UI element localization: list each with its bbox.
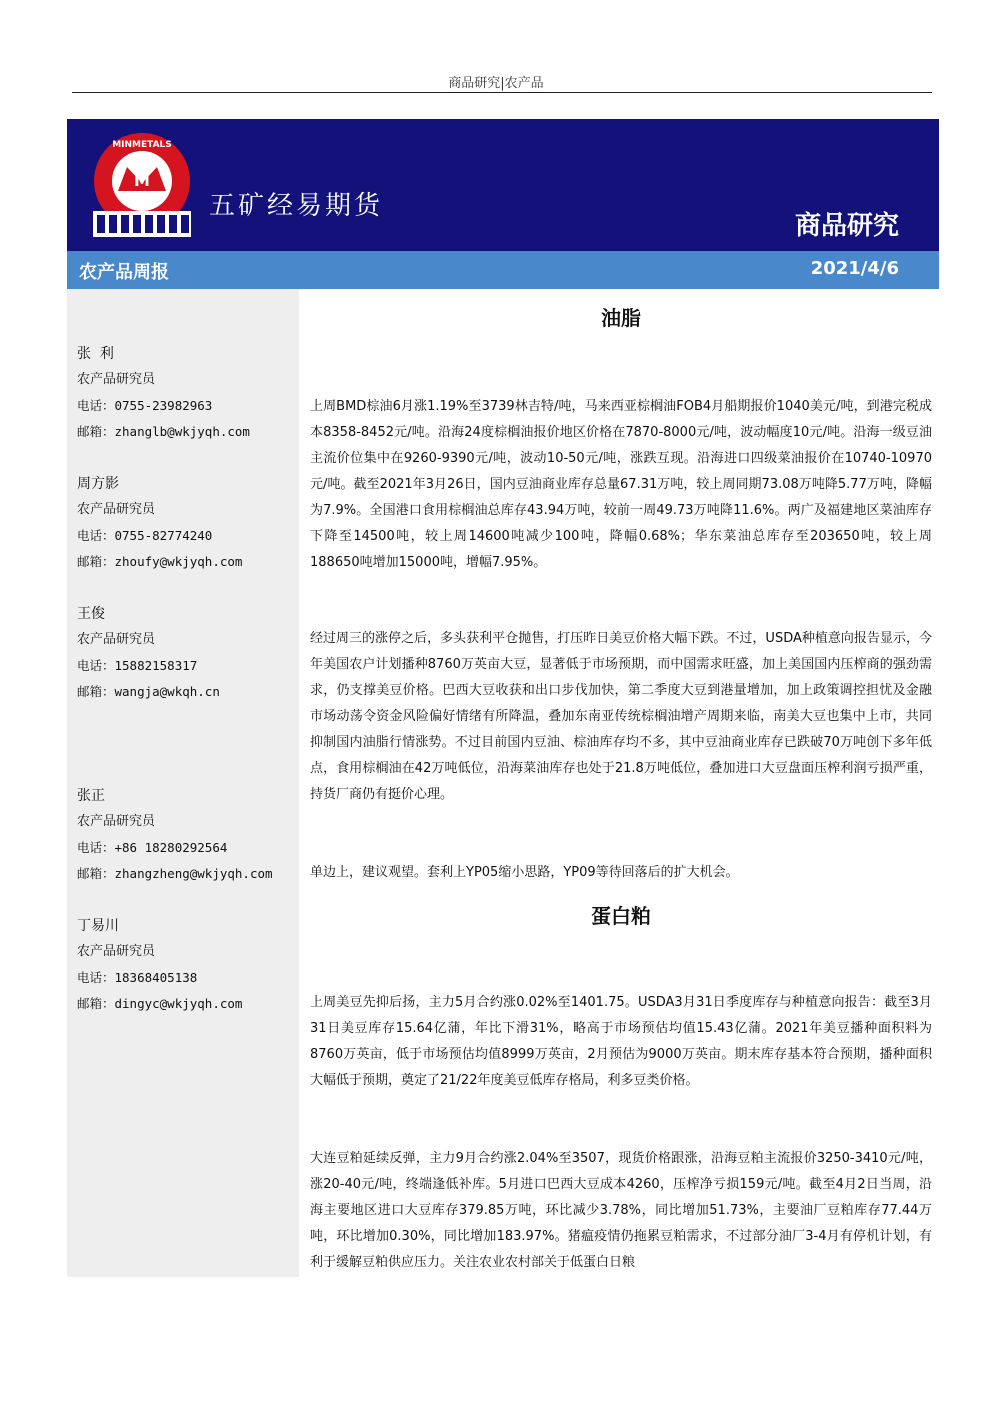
- contact-card: [77, 913, 242, 1017]
- contact-role: 农产品研究员: [77, 502, 156, 517]
- header-rule: [72, 92, 932, 93]
- logo-text: MINMETALS: [112, 140, 172, 150]
- contact-role: 农产品研究员: [77, 632, 156, 647]
- contact-role: 农产品研究员: [77, 372, 156, 387]
- contacts-sidebar: [67, 289, 299, 1277]
- banner: [67, 119, 939, 251]
- contact-phone: 电话：+86 18280292564: [77, 840, 228, 855]
- section-title-oils: 油脂: [601, 306, 641, 330]
- contact-name: 王俊: [77, 606, 105, 622]
- contact-email[interactable]: 邮箱：wangja@wkqh.cn: [77, 684, 220, 699]
- contact-card: [77, 341, 250, 445]
- section-title-protein-meal: 蛋白粕: [591, 904, 651, 928]
- contact-name: 周方影: [77, 476, 119, 492]
- report-subbar: [67, 251, 939, 289]
- paragraph: 经过周三的涨停之后，多头获利平仓抛售，打压昨日美豆价格大幅下跌。不过，USDA种植意向报告显示，今年美国农户计划播种8760万英亩大豆，显著低于市场预期，而中国需求旺盛，加上美国国内压榨商的强劲需求，仍支撑美豆价格。巴西大豆收获和出口步伐加快，第二季度大豆到港量增加，加上政策调控担忧及金融市场动荡令资金风险偏好情绪有所降温，叠加东南亚传统棕榈油增产周期来临，南美大豆也集中上市，共同抑制国内油脂行情涨势。不过目前国内豆油、棕油库存均不多，其中豆油商业库存已跌破70万吨创下多年低点，食用棕榈油在42万吨低位，沿海菜油库存也处于21.8万吨低位，叠加进口大豆盘面压榨利润亏损严重，持货厂商仍有挺价心理。: [310, 631, 932, 802]
- paragraph: 大连豆粕延续反弹，主力9月合约涨2.04%至3507，现货价格跟涨，沿海豆粕主流报价3250-3410元/吨，涨20-40元/吨，终端逢低补库。5月进口巴西大豆成本4260，压榨净亏损159元/吨。截至4月2日当周，沿海主要地区进口大豆库存379.85万吨，环比减少3.78%，同比增加51.73%，主要油厂豆粕库存77.44万吨，环比增加0.30%，同比增加183.97%。猪瘟疫情仍拖累豆粕需求，不过部分油厂3-4月有停机计划，有利于缓解豆粕供应压力。关注农业农村部关于低蛋白日粮: [310, 1151, 932, 1270]
- running-header: 商品研究|农产品: [448, 76, 544, 91]
- contact-name: 张 利: [77, 346, 114, 362]
- contact-name: 张正: [77, 788, 105, 804]
- contact-phone: 电话：0755-82774240: [77, 528, 213, 543]
- banner-title: 商品研究: [794, 211, 899, 241]
- contact-email[interactable]: 邮箱：zhoufy@wkjyqh.com: [77, 554, 243, 569]
- paragraph: 上周BMD棕油6月涨1.19%至3739林吉特/吨，马来西亚棕榈油FOB4月船期报价1040美元/吨，到港完税成本8358-8452元/吨。沿海24度棕榈油报价地区价格在7870-8000元/吨，波动幅度10元/吨。沿海一级豆油主流价位集中在9260-9390元/吨，波动10-50元/吨，涨跌互现。沿海进口四级菜油报价在10740-10970元/吨。截至2021年3月26日，国内豆油商业库存总量67.31万吨，较上周同期73.08万吨降5.77万吨，降幅为7.9%。全国港口食用棕榈油总库存43.94万吨，较前一周49.73万吨降11.6%。两广及福建地区菜油库存下降至14500吨，较上周14600吨减少100吨，降幅0.68%；华东菜油总库存至203650吨，较上周188650吨增加15000吨，增幅7.95%。: [310, 399, 932, 570]
- contact-phone: 电话：15882158317: [77, 658, 198, 673]
- logo-letter: M: [134, 171, 150, 190]
- report-type: 农产品周报: [79, 262, 169, 283]
- contact-email[interactable]: 邮箱：dingyc@wkjyqh.com: [77, 996, 243, 1011]
- contact-role: 农产品研究员: [77, 814, 156, 829]
- contact-role: 农产品研究员: [77, 944, 156, 959]
- contact-phone: 电话：0755-23982963: [77, 398, 213, 413]
- company-name: 五矿经易期货: [209, 191, 384, 221]
- minmetals-logo: [89, 131, 195, 243]
- report-date: 2021/4/6: [810, 258, 899, 279]
- paragraph: 上周美豆先抑后扬，主力5月合约涨0.02%至1401.75。USDA3月31日季度库存与种植意向报告：截至3月31日美豆库存15.64亿蒲，年比下滑31%，略高于市场预估均值15.43亿蒲。2021年美豆播种面积料为8760万英亩，低于市场预估均值8999万英亩，2月预估为9000万英亩。期末库存基本符合预期，播种面积大幅低于预期，奠定了21/22年度美豆低库存格局，利多豆类价格。: [310, 995, 932, 1088]
- contact-name: 丁易川: [77, 918, 119, 934]
- contact-card: [77, 601, 220, 705]
- contact-email[interactable]: 邮箱：zhangzheng@wkjyqh.com: [77, 866, 273, 881]
- contact-phone: 电话：18368405138: [77, 970, 198, 985]
- contact-card: [77, 783, 273, 887]
- contact-email[interactable]: 邮箱：zhanglb@wkjyqh.com: [77, 424, 250, 439]
- paragraph: 单边上，建议观望。套利上YP05缩小思路，YP09等待回落后的扩大机会。: [310, 865, 739, 880]
- contact-card: [77, 471, 242, 575]
